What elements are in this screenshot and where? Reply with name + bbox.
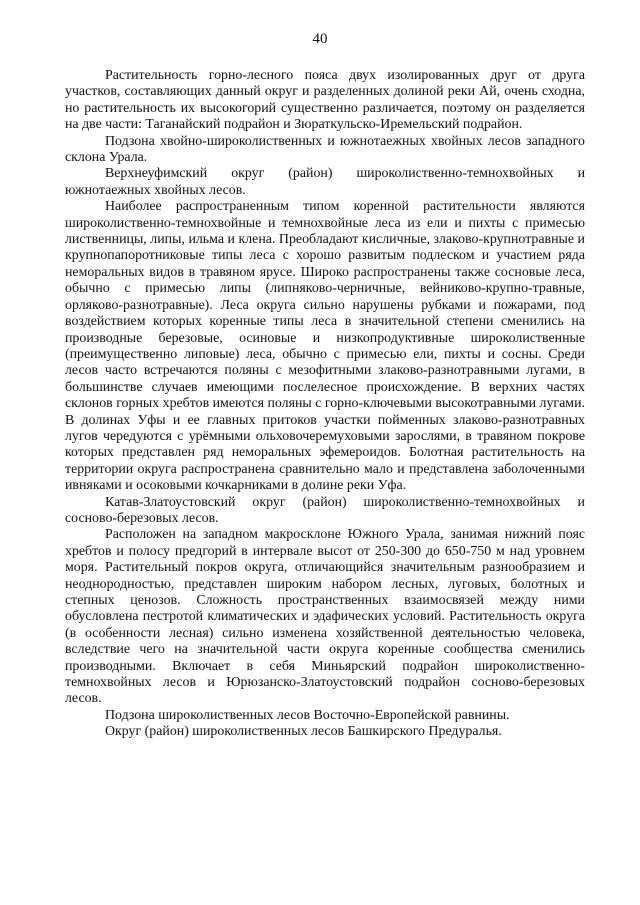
- paragraph-subzone-heading: Подзона хвойно-широколиственных и южнотаежных хвойных лесов западного склона Урала.: [65, 133, 585, 166]
- paragraph-verkhneufimsky-description: Наиболее распространенным типом коренной растительности являются широколиственно-темнохвойные и темнохвойные леса из ели и пихты с примесью лиственницы, липы, ильма и клена. Преобладают кисличные, злаково-крупнотравные и крупнопапоротниковые типы леса с хорошо развитым подлеском и участием ряда неморальных видов в травяном ярусе. Широко распространены также сосновые леса, обычно с примесью липы (липняково-черничные, вейниково-крупно-травные, орляково-разнотравные). Леса округа сильно нарушены рубками и пожарами, под воздействием которых коренные типы леса в значительной степени сменились на производные березовые, осиновые и низкопродуктивные широколиственные (преимущественно липовые) леса, обычно с примесью ели, пихты и сосны. Среди лесов часто встречаются поляны с мезофитными злаково-разнотравными лугами, в большинстве случаев имеющими послелесное происхождение. В верхних частях склонов горных хребтов имеются поляны с горно-ключевыми высокотравными лугами. В долинах Уфы и ее главных притоков участки пойменных злаково-разнотравных лугов чередуются с урёмными ольховочеремуховыми зарослями, в травяном покрове которых представлен ряд неморальных эфемероидов. Болотная растительность на территории округа распространена сравнительно мало и представлена заболоченными ивняками и осоковыми кочкарниками в долине реки Уфа.: [65, 199, 585, 494]
- body-text: [65, 68, 585, 741]
- paragraph-bashkir-district-heading: Округ (район) широколиственных лесов Башкирского Предуралья.: [105, 724, 502, 740]
- paragraph-katav-heading: Катав-Златоустовский округ (район) широколиственно-темнохвойных и сосново-березовых лесов.: [65, 494, 585, 526]
- paragraph-katav-description: Расположен на западном макросклоне Южного Урала, занимая нижний пояс хребтов и полосу предгорий в интервале высот от 250-300 до 650-750 м над уровнем моря. Растительный покров округа, отличающийся значительным разнообразием и неоднородностью, представлен широким набором лесных, луговых, болотных и степных ценозов. Сложность пространственных взаимосвязей между ними обусловлена пестротой климатических и эдафических условий. Растительность округа (в особенности лесная) сильно изменена хозяйственной деятельностью человека, вследствие чего на значительной части округа коренные сообщества сменились производными. Включает в себя Миньярский подрайон широколиственно-темнохвойных лесов и Юрюзанско-Златоустовский подрайон сосново-березовых лесов.: [65, 527, 585, 707]
- page-number: 40: [312, 31, 328, 47]
- paragraph-gorno-lesnoy: Растительность горно-лесного пояса двух изолированных друг от друга участков, составляющих данный округ и разделенных долиной реки Ай, очень сходна, но растительность их высокогорий существенно различается, поэтому он разделяется на две части: Таганайский подрайон и Зюраткульско-Иремельский подрайон.: [65, 68, 585, 133]
- paragraph-verkhneufimsky-heading: Верхнеуфимский округ (район) широколиственно-темнохвойных и южнотаежных хвойных лесов.: [65, 166, 585, 198]
- paragraph-broadleaf-subzone-heading: Подзона широколиственных лесов Восточно-Европейской равнины.: [105, 707, 510, 723]
